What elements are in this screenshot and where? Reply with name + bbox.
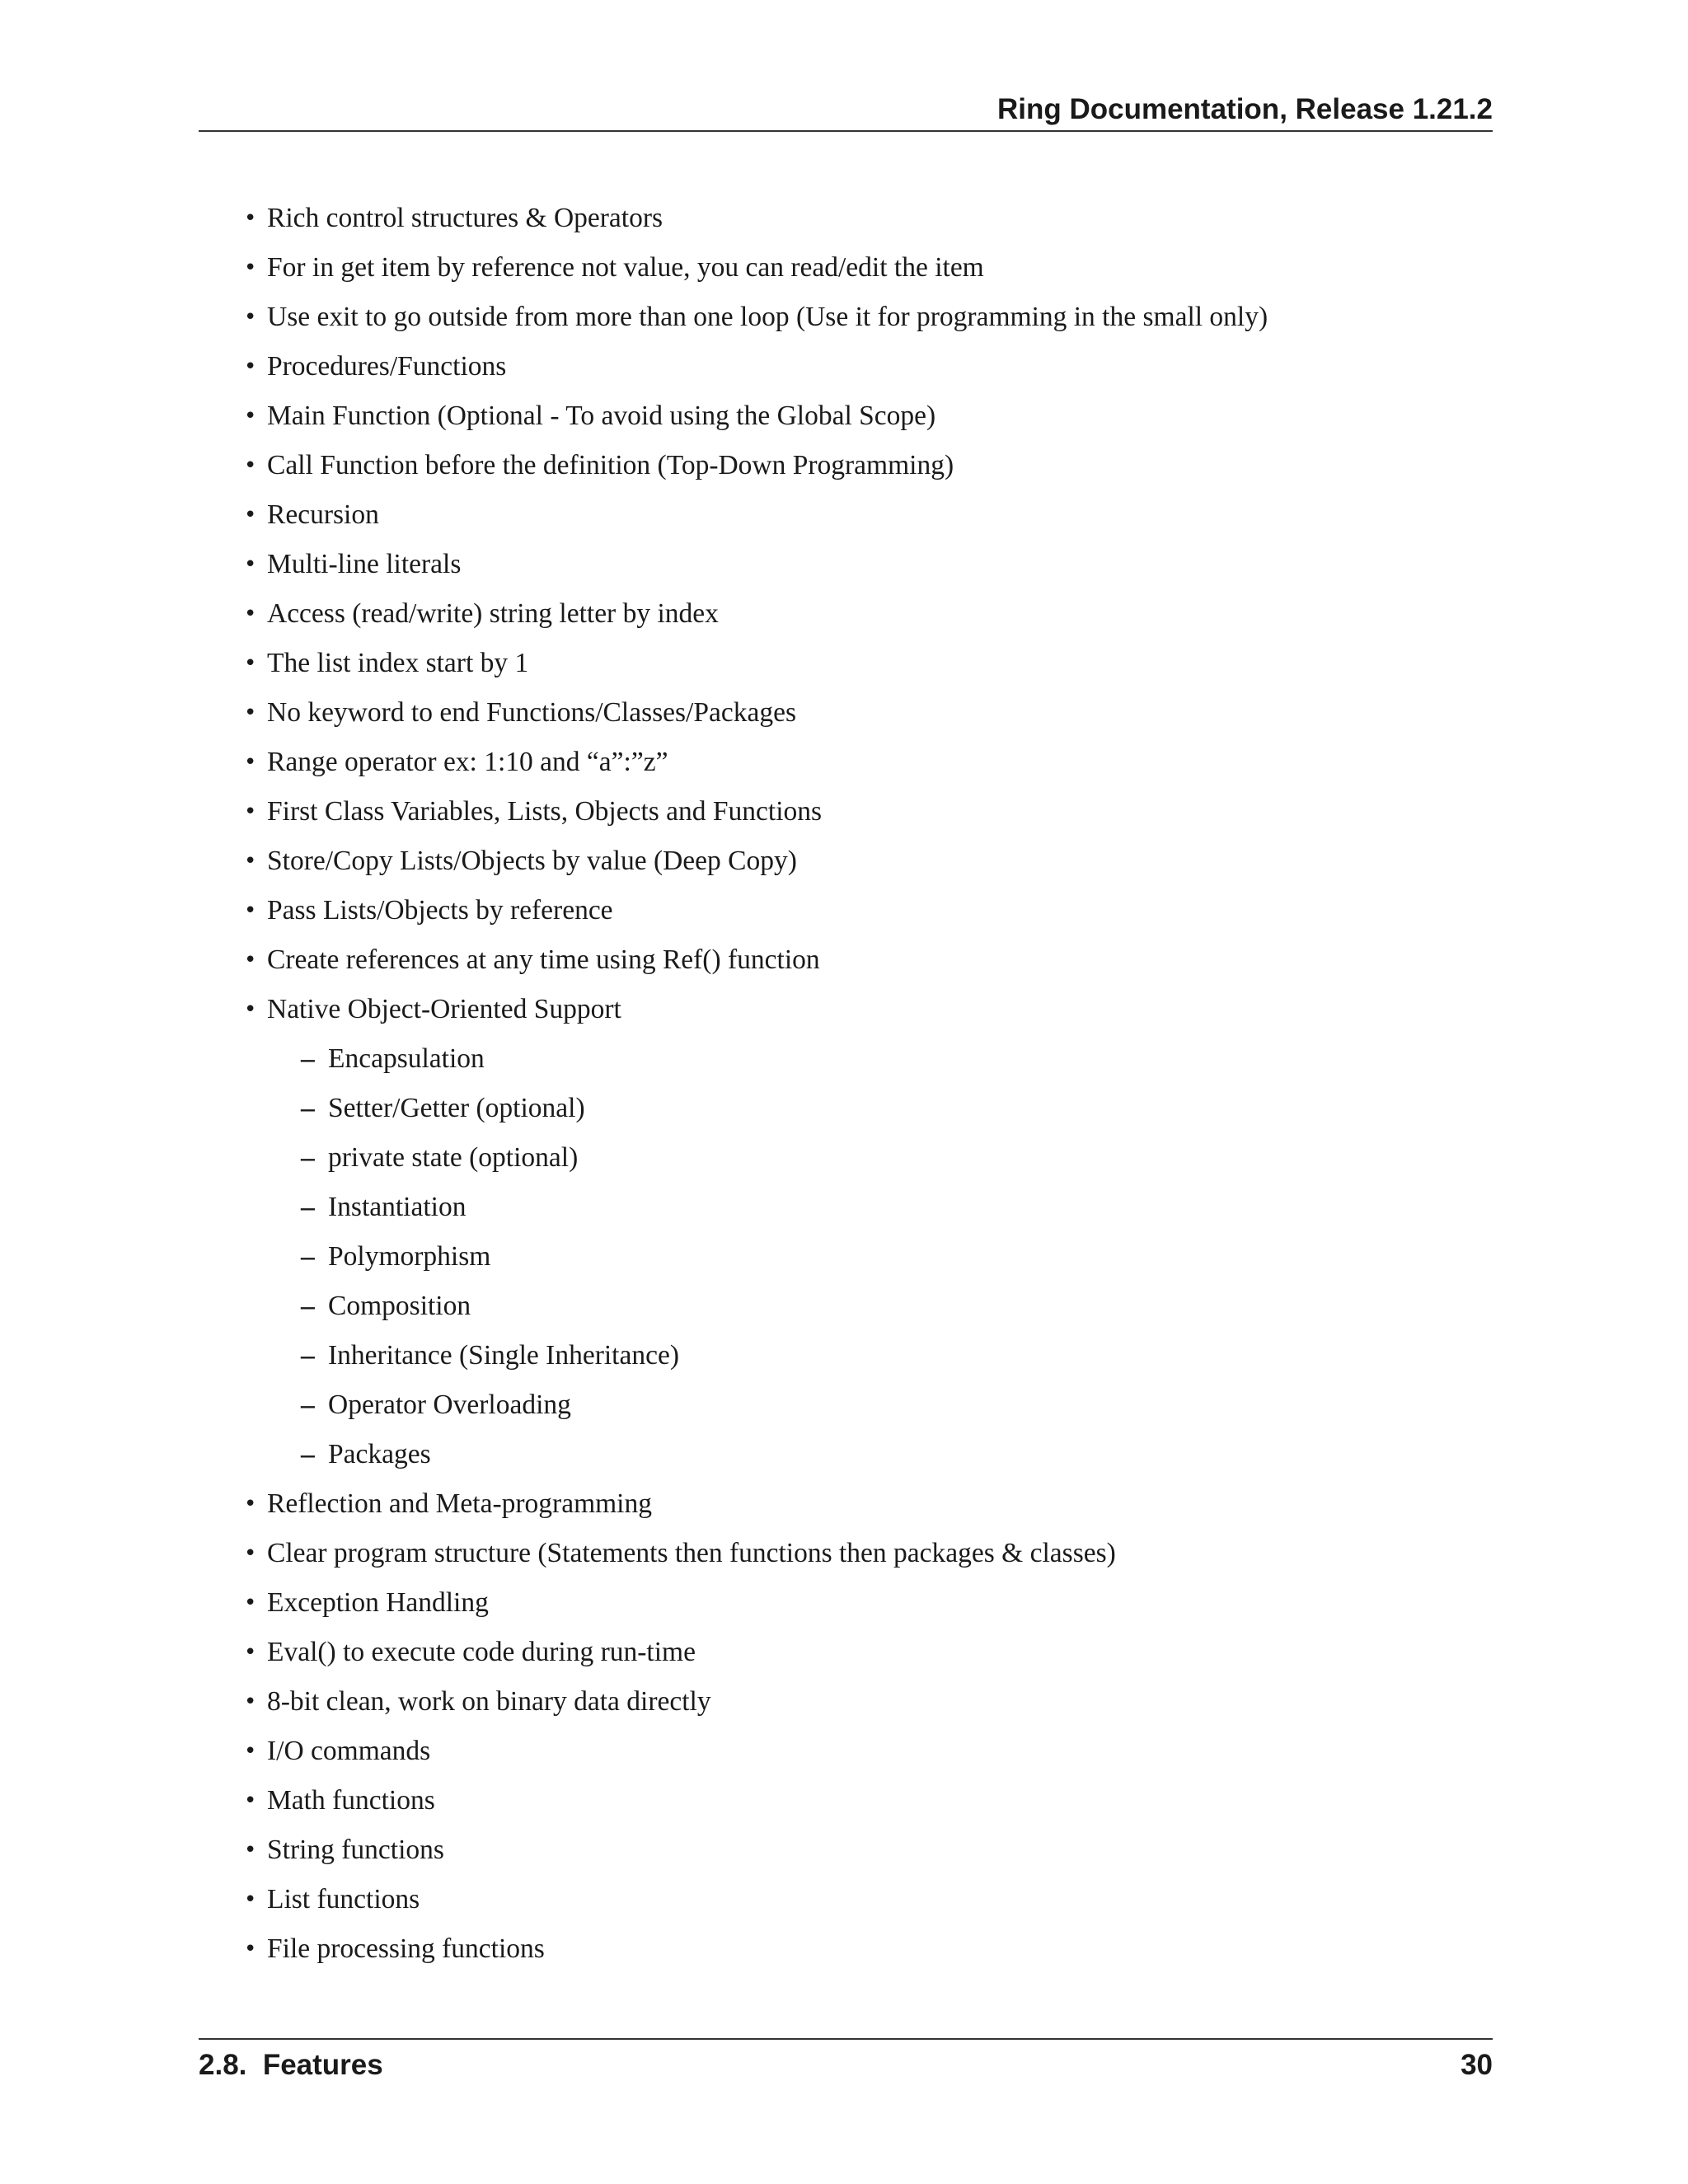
bullet-icon: • xyxy=(244,651,257,676)
sublist-item: – Polymorphism xyxy=(199,1232,1493,1282)
bullet-icon: • xyxy=(244,552,257,577)
list-item: • No keyword to end Functions/Classes/Packages xyxy=(199,688,1493,738)
bullet-icon: • xyxy=(244,404,257,429)
list-item: • For in get item by reference not value, you can read/edit the item xyxy=(199,243,1493,293)
dash-icon: – xyxy=(301,1043,315,1074)
bullet-icon: • xyxy=(244,354,257,379)
sublist-item: – Packages xyxy=(199,1430,1493,1479)
list-item: • Reflection and Meta-programming xyxy=(199,1479,1493,1529)
features-list xyxy=(199,194,1493,1034)
bullet-icon: • xyxy=(244,255,257,280)
list-item: • The list index start by 1 xyxy=(199,639,1493,688)
list-item: • 8-bit clean, work on binary data directly xyxy=(199,1677,1493,1727)
sublist-item: – Composition xyxy=(199,1282,1493,1331)
page-header xyxy=(199,89,1493,132)
bullet-icon: • xyxy=(244,948,257,972)
dash-icon: – xyxy=(301,1291,315,1321)
sublist-item: – Operator Overloading xyxy=(199,1380,1493,1430)
list-item: • Procedures/Functions xyxy=(199,342,1493,391)
list-item: • Multi-line literals xyxy=(199,540,1493,589)
bullet-icon: • xyxy=(244,1640,257,1665)
dash-icon: – xyxy=(301,1340,315,1371)
bullet-icon: • xyxy=(244,1492,257,1516)
list-item: • Math functions xyxy=(199,1776,1493,1825)
list-item: • Main Function (Optional - To avoid using the Global Scope) xyxy=(199,391,1493,441)
dash-icon: – xyxy=(301,1093,315,1123)
bullet-icon: • xyxy=(244,503,257,527)
list-item: • First Class Variables, Lists, Objects and Functions xyxy=(199,787,1493,837)
list-item: • Rich control structures & Operators xyxy=(199,194,1493,243)
list-item: • File processing functions xyxy=(199,1924,1493,1974)
bullet-icon: • xyxy=(244,602,257,626)
bullet-icon: • xyxy=(244,750,257,775)
bullet-icon: • xyxy=(244,305,257,330)
bullet-icon: • xyxy=(244,1788,257,1813)
page-footer xyxy=(199,2038,1493,2089)
list-item: • Pass Lists/Objects by reference xyxy=(199,886,1493,935)
list-item: • Clear program structure (Statements then functions then packages & classes) xyxy=(199,1529,1493,1578)
bullet-icon: • xyxy=(244,799,257,824)
bullet-icon: • xyxy=(244,206,257,231)
list-item: • Create references at any time using Ref() function xyxy=(199,935,1493,985)
list-item: • Store/Copy Lists/Objects by value (Deep Copy) xyxy=(199,837,1493,886)
bullet-icon: • xyxy=(244,997,257,1022)
list-item: • Use exit to go outside from more than one loop (Use it for programming in the small only) xyxy=(199,293,1493,342)
sublist-item: – Encapsulation xyxy=(199,1034,1493,1084)
page-number: 30 xyxy=(1461,2049,1493,2081)
list-item: • Exception Handling xyxy=(199,1578,1493,1628)
bullet-icon: • xyxy=(244,701,257,725)
dash-icon: – xyxy=(301,1142,315,1173)
list-item: • String functions xyxy=(199,1825,1493,1875)
features-list-continued xyxy=(199,1479,1493,1974)
dash-icon: – xyxy=(301,1390,315,1420)
sublist-item: – Inheritance (Single Inheritance) xyxy=(199,1331,1493,1380)
list-item: • Access (read/write) string letter by index xyxy=(199,589,1493,639)
bullet-icon: • xyxy=(244,453,257,478)
oop-sublist xyxy=(199,1034,1493,1479)
section-title: 2.8. Features xyxy=(199,2049,383,2081)
list-item: • Range operator ex: 1:10 and “a”:”z” xyxy=(199,738,1493,787)
dash-icon: – xyxy=(301,1192,315,1222)
sublist-item: – Instantiation xyxy=(199,1183,1493,1232)
bullet-icon: • xyxy=(244,1937,257,1961)
bullet-icon: • xyxy=(244,1591,257,1615)
list-item: • Call Function before the definition (Top-Down Programming) xyxy=(199,441,1493,490)
bullet-icon: • xyxy=(244,849,257,874)
bullet-icon: • xyxy=(244,898,257,923)
bullet-icon: • xyxy=(244,1690,257,1714)
list-item: • Recursion xyxy=(199,490,1493,540)
dash-icon: – xyxy=(301,1439,315,1469)
bullet-icon: • xyxy=(244,1541,257,1566)
sublist-item: – private state (optional) xyxy=(199,1133,1493,1183)
bullet-icon: • xyxy=(244,1838,257,1863)
dash-icon: – xyxy=(301,1241,315,1272)
sublist-item: – Setter/Getter (optional) xyxy=(199,1084,1493,1133)
list-item: • I/O commands xyxy=(199,1727,1493,1776)
bullet-icon: • xyxy=(244,1887,257,1912)
list-item: • List functions xyxy=(199,1875,1493,1924)
features-content xyxy=(199,194,1493,1974)
list-item: • Eval() to execute code during run-time xyxy=(199,1628,1493,1677)
list-item: • Native Object-Oriented Support xyxy=(199,985,1493,1034)
bullet-icon: • xyxy=(244,1739,257,1764)
document-title: Ring Documentation, Release 1.21.2 xyxy=(996,93,1493,125)
